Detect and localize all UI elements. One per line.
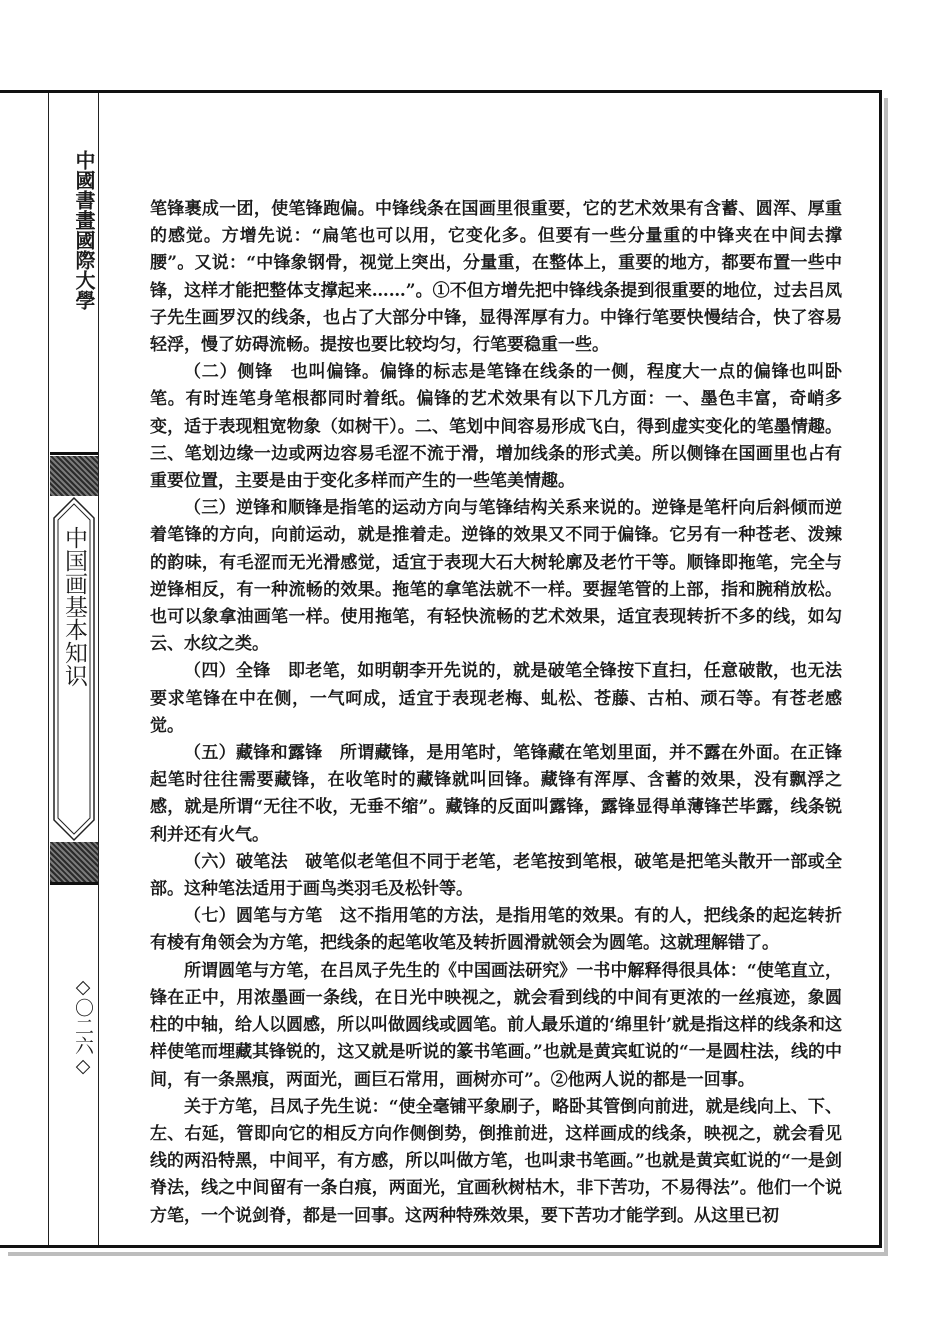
- paragraph: （六）破笔法 破笔似老笔但不同于老笔，老笔按到笔根，破笔是把笔头散开一部或全部。这种笔法适用于画鸟类羽毛及松针等。: [150, 851, 842, 900]
- decorative-band-bottom: [50, 842, 98, 882]
- decorative-band-top: [50, 456, 98, 496]
- book-title-cartouche: [52, 496, 96, 842]
- paragraph: （四）全锋 即老笔，如明朝李开先说的，就是破笔全锋按下直扫，任意破散，也无法要求笔锋在中在侧，一气呵成，适宜于表现老梅、虬松、苍藤、古柏、顽石等。有苍老感觉。: [150, 661, 842, 736]
- sidebar-rule-right: [98, 93, 99, 1245]
- paragraph: （七）圆笔与方笔 这不指用笔的方法，是指用笔的效果。有的人，把线条的起迄转折有棱有角领会为方笔，把线条的起笔收笔及转折圆滑就领会为圆笔。这就理解错了。: [150, 906, 842, 954]
- band-divider: [50, 882, 98, 885]
- paragraph: （三）逆锋和顺锋是指笔的运动方向与笔锋结构关系来说的。逆锋是笔杆向后斜倾而逆着笔锋的方向，向前运动，就是推着走。逆锋的效果又不同于偏锋。它另有一种苍老、泼辣的韵味，有毛涩而无光滑感觉，适宜于表现大石大树轮廓及老竹干等。顺锋即拖笔，完全与逆锋相反，有一种流畅的效果。拖笔的拿笔法就不一样。要握笔管的上部，指和腕稍放松。也可以象拿油画笔一样。使用拖笔，有轻快流畅的艺术效果，适宜表现转折不多的线，如勾云、水纹之类。: [150, 498, 842, 655]
- paragraph: 笔锋裹成一团，使笔锋跑偏。中锋线条在国画里很重要，它的艺术效果有含蓄、圆浑、厚重的感觉。方增先说：“扁笔也可以用，它变化多。但要有一些分量重的中锋夹在中间去撑腰”。又说：“中锋象钢骨，视觉上突出，分量重，在整体上，重要的地方，都要布置一些中锋，这样才能把整体支撑起来……”。①不但方增先把中锋线条提到很重要的地位，过去吕凤子先生画罗汉的线条，也占了大部分中锋，显得浑厚有力。中锋行笔要快慢结合，快了容易轻浮，慢了妨碍流畅。提按也要比较均匀，行笔要稳重一些。: [150, 199, 842, 356]
- school-name: 中國書畫國際大學: [72, 150, 96, 310]
- band-divider: [50, 452, 98, 455]
- page-number: ◇〇二六◇: [72, 976, 94, 1077]
- paragraph: 所谓圆笔与方笔，在吕凤子先生的《中国画法研究》一书中解释得很具体：“使笔直立，锋在正中，用浓墨画一条线，在日光中映视之，就会看到线的中间有更浓的一丝痕迹，象圆柱的中轴，给人以圆感，所以叫做圆线或圆笔。前人最乐道的‘绵里针’就是指这样的线条和这样使笔而埋藏其锋锐的，这又就是听说的篆书笔画。”也就是黄宾虹说的“一是圆柱法，线的中间，有一条黑痕，两面光，画巨石常用，画树亦可”。②他两人说的都是一回事。: [150, 960, 842, 1090]
- book-title: 中国画基本知识: [61, 526, 87, 687]
- paragraph: 关于方笔，吕凤子先生说：“使全毫铺平象刷子，略卧其管倒向前进，就是线向上、下、左、右延，管即向它的相反方向作侧倒势，倒推前进，这样画成的线条，映视之，就会看见线的两沿特黑，中间平，有方感，所以叫做方笔，也叫隶书笔画。”也就是黄宾虹说的“一是剑脊法，线之中间留有一条白痕，两面光，宜画秋树枯木，非下苦功，不易得法”。他们一个说方笔，一个说剑脊，都是一回事。这两种特殊效果，要下苦功才能学到。从这里已初: [150, 1096, 842, 1226]
- body-text: [150, 196, 842, 1230]
- paragraph: （五）藏锋和露锋 所谓藏锋，是用笔时，笔锋藏在笔划里面，并不露在外面。在正锋起笔时往往需要藏锋，在收笔时的藏锋就叫回锋。藏锋有浑厚、含蓄的效果，没有飘浮之感，就是所谓“无往不收，无垂不缩”。藏锋的反面叫露锋，露锋显得单薄锋芒毕露，线条锐利并还有火气。: [150, 743, 842, 845]
- paragraph: （二）侧锋 也叫偏锋。偏锋的标志是笔锋在线条的一侧，程度大一点的偏锋也叫卧笔。有时连笔身笔根都同时着纸。偏锋的艺术效果有以下几方面：一、墨色丰富，奇峭多变，适于表现粗宽物象（如树干）。二、笔划中间容易形成飞白，得到虚实变化的笔墨情趣。三、笔划边缘一边或两边容易毛涩不流于滑，增加线条的形式美。所以侧锋在国画里也占有重要位置，主要是由于变化多样而产生的一些笔美情趣。: [150, 362, 842, 492]
- sidebar-rule-left: [48, 93, 49, 1245]
